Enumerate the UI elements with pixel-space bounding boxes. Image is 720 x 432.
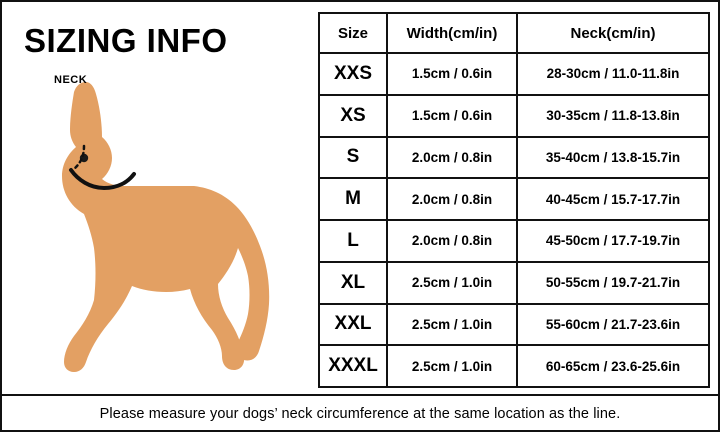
cell-width: 2.0cm / 0.8in bbox=[387, 220, 517, 262]
size-table bbox=[318, 12, 710, 388]
cell-size: S bbox=[319, 137, 387, 179]
cell-neck: 40-45cm / 15.7-17.7in bbox=[517, 178, 709, 220]
cell-neck: 50-55cm / 19.7-21.7in bbox=[517, 262, 709, 304]
table-row bbox=[319, 304, 709, 346]
column-header-width: Width(cm/in) bbox=[387, 13, 517, 53]
cell-neck: 60-65cm / 23.6-25.6in bbox=[517, 345, 709, 387]
page-title: SIZING INFO bbox=[24, 22, 228, 59]
dog-silhouette-icon bbox=[62, 82, 269, 372]
cell-size: XXXL bbox=[319, 345, 387, 387]
table-row bbox=[319, 53, 709, 95]
dog-illustration bbox=[12, 74, 312, 384]
cell-width: 2.0cm / 0.8in bbox=[387, 137, 517, 179]
cell-neck: 28-30cm / 11.0-11.8in bbox=[517, 53, 709, 95]
table-row bbox=[319, 137, 709, 179]
cell-size: M bbox=[319, 178, 387, 220]
left-panel bbox=[2, 2, 312, 394]
cell-size: XXS bbox=[319, 53, 387, 95]
cell-width: 1.5cm / 0.6in bbox=[387, 53, 517, 95]
cell-width: 2.5cm / 1.0in bbox=[387, 262, 517, 304]
table-header-row bbox=[319, 13, 709, 53]
footer-note: Please measure your dogs’ neck circumference at the same location as the line. bbox=[2, 394, 718, 432]
cell-size: XL bbox=[319, 262, 387, 304]
column-header-neck: Neck(cm/in) bbox=[517, 13, 709, 53]
cell-size: L bbox=[319, 220, 387, 262]
table-row bbox=[319, 345, 709, 387]
cell-width: 2.5cm / 1.0in bbox=[387, 304, 517, 346]
cell-neck: 45-50cm / 17.7-19.7in bbox=[517, 220, 709, 262]
table-row bbox=[319, 262, 709, 304]
cell-width: 1.5cm / 0.6in bbox=[387, 95, 517, 137]
cell-neck: 30-35cm / 11.8-13.8in bbox=[517, 95, 709, 137]
cell-width: 2.5cm / 1.0in bbox=[387, 345, 517, 387]
neck-label: NECK bbox=[54, 74, 88, 86]
cell-size: XXL bbox=[319, 304, 387, 346]
cell-size: XS bbox=[319, 95, 387, 137]
cell-neck: 35-40cm / 13.8-15.7in bbox=[517, 137, 709, 179]
column-header-size: Size bbox=[319, 13, 387, 53]
size-table-area bbox=[318, 12, 708, 388]
cell-width: 2.0cm / 0.8in bbox=[387, 178, 517, 220]
table-row bbox=[319, 178, 709, 220]
cell-neck: 55-60cm / 21.7-23.6in bbox=[517, 304, 709, 346]
table-row bbox=[319, 95, 709, 137]
table-row bbox=[319, 220, 709, 262]
